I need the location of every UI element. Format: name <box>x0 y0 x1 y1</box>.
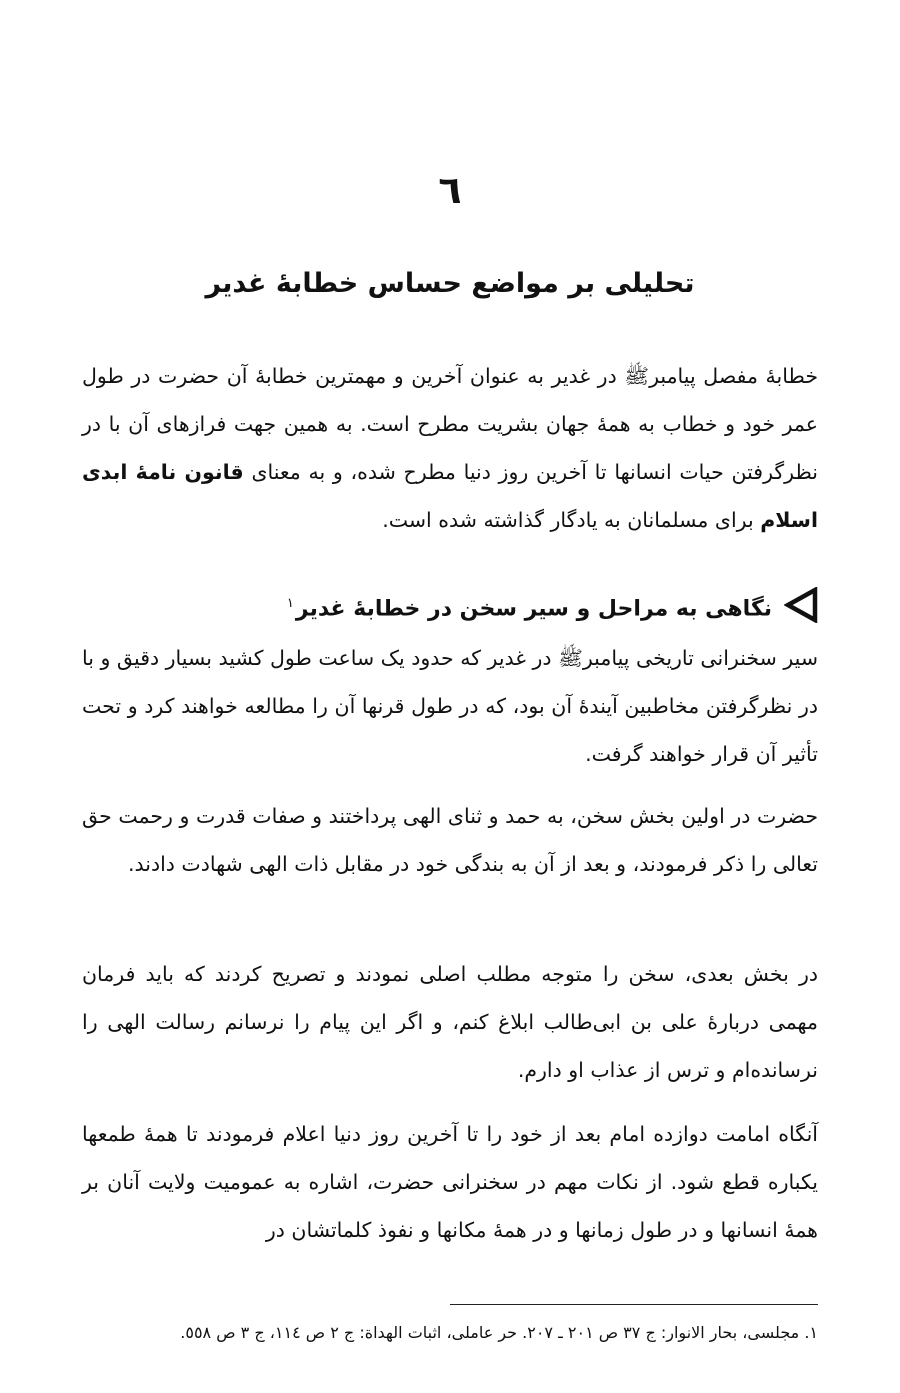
footnote-marker[interactable]: ١ <box>286 596 294 612</box>
footnote-divider <box>450 1304 818 1305</box>
chapter-number: ٦ <box>438 168 462 212</box>
intro-paragraph <box>82 352 818 544</box>
paragraph-2: حضرت در اولین بخش سخن، به حمد و ثنای الهی پرداختند و صفات قدرت و رحمت حق تعالی را ذکر فرمودند، و بعد از آن به بندگی خود در مقابل ذات الهی شهادت دادند. <box>82 804 818 876</box>
paragraph-4: آنگاه امامت دوازده امام بعد از خود را تا آخرین روز دنیا اعلام فرمودند تا همهٔ طمعها یکباره قطع شود. از نکات مهم در سخنرانی حضرت، اشاره به عمومیت ولایت آنان بر همهٔ انسانها و در طول زمانها و در همهٔ مکانها و نفوذ کلماتشان در <box>82 1122 818 1242</box>
intro-text-end: برای مسلمانان به یادگار گذاشته شده است. <box>382 508 754 532</box>
intro-text: خطابهٔ مفصل پیامبرﷺ در غدیر به عنوان آخرین و مهمترین خطابهٔ آن حضرت در طول عمر خود و خطاب به همهٔ جهان بشریت مطرح است. به همین جهت فرازهای آن با در نظرگرفتن حیات انسانها تا آخرین روز دنیا مطرح شده، و به معنای <box>82 364 818 484</box>
section-heading-label: نگاهی به مراحل و سیر سخن در خطابهٔ غدیر <box>295 596 772 622</box>
triangle-bullet-icon <box>784 587 818 627</box>
section-heading <box>82 584 818 630</box>
paragraph-3: در بخش بعدی، سخن را متوجه مطلب اصلی نمودند و تصریح کردند که باید فرمان مهمی دربارهٔ علی بن ابی‌طالب ابلاغ کنم، و اگر این پیام را نرسانم رسالت الهی را نرسانده‌ام و ترس از عذاب او دارم. <box>82 962 818 1082</box>
footnote: ١. مجلسی، بحار الانوار: ج ٣٧ ص ٢٠١ ـ ٢٠٧. حر عاملی، اثبات الهداة: ج ٢ ص ١١٤، ج ٣ ص ٥٥٨. <box>180 1323 818 1342</box>
section-heading-text <box>287 582 772 631</box>
paragraph-1: سیر سخنرانی تاریخی پیامبرﷺ در غدیر که حدود یک ساعت طول کشید بسیار دقیق و با در نظرگرفتن مخاطبین آیندهٔ آن بود، که در طول قرنها آن را مطالعه خواهند کرد و تحت تأثیر آن قرار خواهند گرفت. <box>82 646 818 766</box>
intro-bold-phrase: قانون نامهٔ ابدی اسلام <box>82 460 818 532</box>
chapter-title: تحلیلی بر مواضع حساس خطابهٔ غدیر <box>205 268 695 299</box>
